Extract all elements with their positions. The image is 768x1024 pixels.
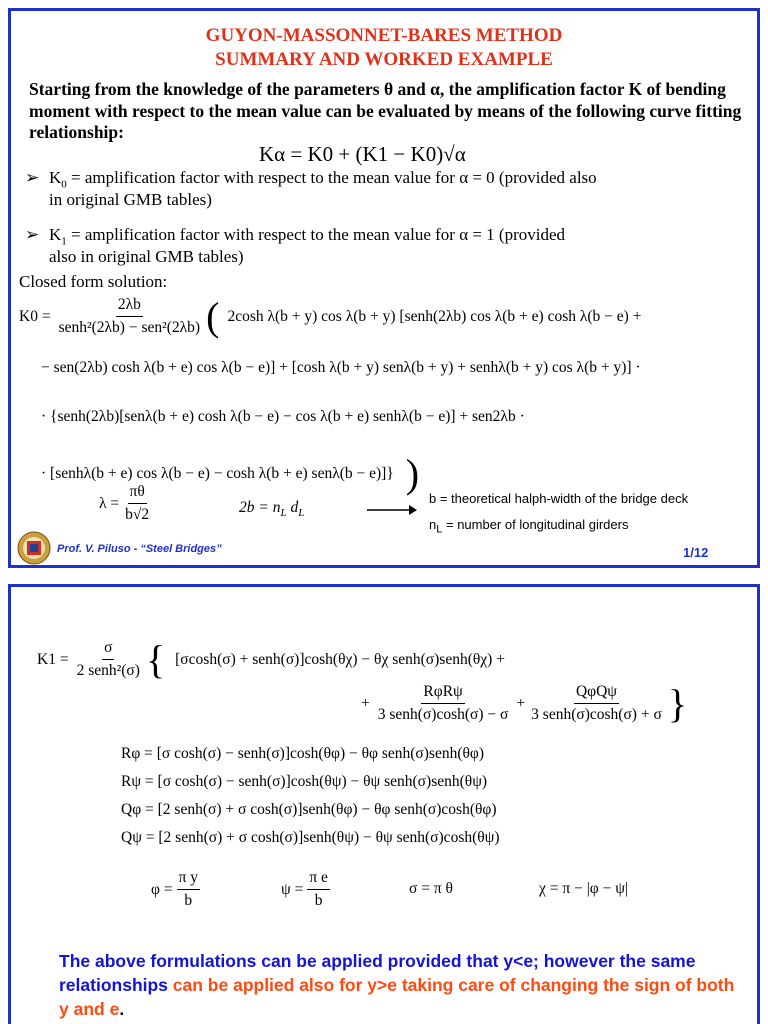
two-b-def: $2b = n_L$ $d_L$ bbox=[239, 499, 305, 520]
bullet-k1: ➢ $K_1$ = amplification factor with respect to the mean value for α = 1 (provided bbox=[25, 225, 566, 248]
phi-den: b bbox=[184, 892, 193, 909]
r-phi-def: Rφ = [σ cosh(σ) − senh(σ)]cosh(θφ) − θφ senh(σ)senh(θφ) bbox=[121, 745, 485, 762]
k1-frac-num: σ bbox=[102, 639, 114, 660]
note-nl: $n_L$ = number of longitudinal girders bbox=[429, 517, 629, 536]
lambda-fraction bbox=[123, 483, 151, 524]
plus-1: + bbox=[361, 694, 370, 712]
slide-1 bbox=[8, 8, 760, 568]
frac-r-den: 3 senh(σ)cosh(σ) − σ bbox=[377, 706, 509, 723]
title-line-2: SUMMARY AND WORKED EXAMPLE bbox=[215, 49, 553, 70]
arrow-right-icon bbox=[367, 503, 415, 513]
note-end: . bbox=[119, 999, 125, 1019]
psi-fraction bbox=[307, 869, 330, 910]
psi-num: π e bbox=[307, 869, 330, 890]
bullet-k0-cont: in original GMB tables) bbox=[49, 190, 212, 209]
k0-line-4: · [senhλ(b + e) cos λ(b − e) − cosh λ(b + e) senλ(b − e)]} bbox=[41, 465, 394, 482]
lambda-den: b√2 bbox=[125, 506, 150, 523]
frac-r-num: RφRψ bbox=[421, 683, 464, 704]
k0-frac-den: senh²(2λb) − sen²(2λb) bbox=[58, 319, 201, 336]
k1-line-2 bbox=[361, 680, 688, 726]
note-orange: can be applied also for y>e taking care of changing the sign of both y and e bbox=[59, 975, 735, 1019]
k0-line-3: · {senh(2λb)[senλ(b + e) cosh λ(b − e) − cos λ(b + e) senhλ(b − e)] + sen2λb · bbox=[41, 408, 525, 425]
bullet-k1-text: = amplification factor with respect to the mean value for α = 1 (provided bbox=[71, 225, 566, 244]
k0-line-4-wrap bbox=[41, 451, 420, 496]
phi-def bbox=[151, 869, 200, 910]
frac-q-num: QφQψ bbox=[574, 683, 619, 704]
k0-line-1: 2cosh λ(b + y) cos λ(b + y) [senh(2λb) cos λ(b + e) cosh λ(b − e) + bbox=[227, 307, 642, 325]
phi-num: π y bbox=[177, 869, 200, 890]
arrow-bullet-icon: ➢ bbox=[25, 168, 40, 187]
k1-frac-den: 2 senh²(σ) bbox=[76, 662, 140, 679]
psi-lhs: ψ = bbox=[281, 880, 304, 898]
bullet-k0: ➢ $K_0$ = amplification factor with respect to the mean value for α = 0 (provided also bbox=[25, 168, 597, 191]
title-line-1: GUYON-MASSONNET-BARES METHOD bbox=[205, 25, 563, 46]
bullet-k0-text: = amplification factor with respect to the mean value for α = 0 (provided also bbox=[71, 168, 597, 187]
k1-fraction bbox=[75, 639, 142, 680]
note-nl-text: = number of longitudinal girders bbox=[445, 517, 629, 532]
arrow-bullet-icon: ➢ bbox=[25, 225, 40, 244]
k0-fraction bbox=[57, 296, 203, 337]
k0-line-2: − sen(2λb) cosh λ(b + e) cos λ(b − e)] + [cosh λ(b + y) senλ(b + y) + senhλ(b + y) cos λ(b + y)] · bbox=[41, 359, 641, 376]
lambda-def bbox=[99, 483, 151, 524]
lambda-num: πθ bbox=[128, 483, 147, 504]
bullet-k1-cont: also in original GMB tables) bbox=[49, 247, 244, 266]
k1-frac-q bbox=[529, 683, 664, 724]
k1-formula-head bbox=[37, 636, 505, 682]
k0-lhs: K0 = bbox=[19, 307, 51, 325]
open-paren: ( bbox=[206, 293, 220, 339]
psi-def bbox=[281, 869, 330, 910]
k1-line-1: [σcosh(σ) + senh(σ)]cosh(θχ) − θχ senh(σ)senh(θχ) + bbox=[175, 650, 505, 668]
k1-frac-r bbox=[376, 683, 511, 724]
lambda-lhs: λ = bbox=[99, 494, 120, 512]
frac-q-den: 3 senh(σ)cosh(σ) + σ bbox=[531, 706, 662, 723]
sigma-def: σ = π θ bbox=[409, 880, 453, 897]
r-psi-def: Rψ = [σ cosh(σ) − senh(σ)]cosh(θψ) − θψ senh(σ)senh(θψ) bbox=[121, 773, 488, 790]
slide-2 bbox=[8, 584, 760, 1024]
closed-form-label: Closed form solution: bbox=[19, 272, 168, 291]
applicability-note bbox=[59, 949, 739, 1021]
k1-lhs: K1 = bbox=[37, 650, 69, 668]
k0-formula-head bbox=[19, 293, 642, 339]
plus-2: + bbox=[516, 694, 526, 712]
note-b: b = theoretical halph-width of the bridge deck bbox=[429, 491, 689, 506]
two-b-text: 2b = n bbox=[239, 499, 281, 516]
q-phi-def: Qφ = [2 senh(σ) + σ cosh(σ)]senh(θφ) − θφ senh(σ)cosh(θφ) bbox=[121, 801, 497, 818]
intro-paragraph: Starting from the knowledge of the parameters θ and α, the amplification factor K of bending moment with respect to the mean value can be evaluated by means of the following curve fitting relationship: bbox=[29, 79, 742, 142]
q-psi-def: Qψ = [2 senh(σ) + σ cosh(σ)]senh(θψ) − θψ senh(σ)cosh(θψ) bbox=[121, 829, 500, 846]
k0-frac-num: 2λb bbox=[116, 296, 143, 317]
university-logo bbox=[17, 531, 51, 565]
open-brace: { bbox=[145, 636, 166, 682]
chi-def: χ = π − |φ − ψ| bbox=[539, 880, 629, 897]
note-blue: The above formulations can be applied provided that y<e; however the same relationships bbox=[59, 951, 696, 995]
close-brace: } bbox=[667, 680, 688, 726]
main-formula: Kα = K0 + (K1 − K0)√α bbox=[259, 142, 466, 166]
psi-den: b bbox=[314, 892, 323, 909]
phi-lhs: φ = bbox=[151, 880, 173, 898]
footer-author: Prof. V. Piluso - “Steel Bridges” bbox=[57, 543, 222, 555]
close-paren: ) bbox=[405, 451, 420, 496]
phi-fraction bbox=[177, 869, 200, 910]
page-number: 1/12 bbox=[683, 545, 709, 560]
